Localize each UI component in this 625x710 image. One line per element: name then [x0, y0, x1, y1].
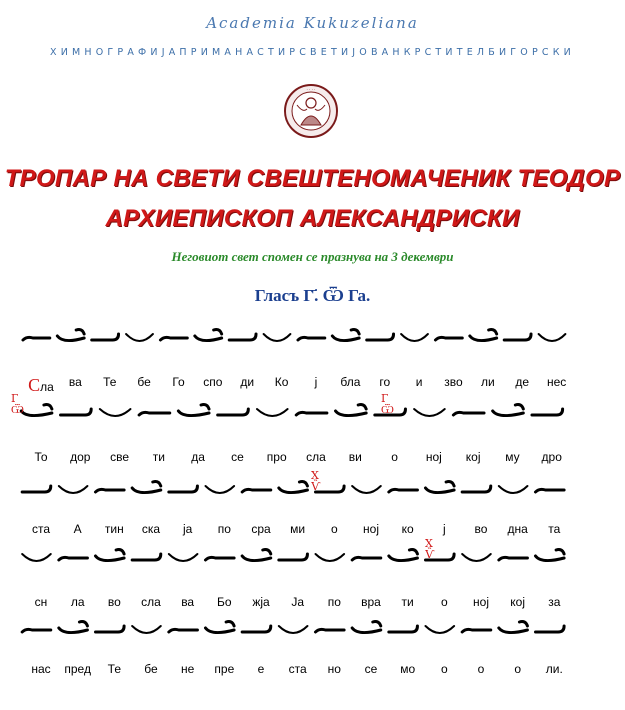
neume-mark [426, 626, 455, 633]
neume-mark [22, 554, 51, 561]
lyric-syllable: жја [252, 595, 270, 609]
martyria-mark: Г Ѿ [381, 392, 394, 416]
neume-mark [401, 334, 428, 341]
martyria-mark: Х Ѷ [425, 537, 435, 561]
lyric-syllable: ска [141, 522, 161, 536]
neume-mark [264, 334, 291, 341]
neume-mark [169, 629, 198, 632]
lyric-syllable: ној [363, 522, 379, 536]
lyric-syllable: ста [288, 662, 307, 676]
lyric-syllable: дна [507, 522, 528, 536]
neume-mark [242, 489, 271, 492]
neume-mark [218, 409, 249, 415]
neume-mark [169, 554, 198, 561]
lyric-syllable: ста [31, 522, 51, 536]
lyric-syllable: ко [401, 522, 414, 536]
neume-mark [296, 412, 327, 415]
neume-mark [206, 557, 235, 560]
neume-mark [493, 405, 524, 416]
lyric-syllable: бе [137, 375, 151, 389]
neume-mark [470, 330, 497, 341]
lyric-syllable: сра [251, 522, 271, 536]
lyric-syllable: о [477, 662, 485, 676]
neume-mark [139, 412, 170, 415]
lyric-syllable: дро [541, 450, 562, 464]
mode-label: Гласъ Г҃. Ѿ Га. [254, 286, 371, 305]
lyric-syllable: сн [34, 595, 48, 609]
neume-mark [195, 330, 222, 341]
lyric-syllable: ти [152, 450, 165, 464]
neume-mark [389, 489, 418, 492]
neume-mark [435, 337, 462, 340]
lyric-syllable: во [474, 522, 488, 536]
lyric-syllable: Те [107, 662, 121, 676]
neume-mark [22, 629, 51, 632]
lyric-syllable: пред [64, 662, 91, 676]
svg-text:· · · ·: · · · · [306, 87, 316, 92]
neume-mark [132, 554, 161, 560]
neume-mark [532, 409, 563, 415]
neume-mark [352, 622, 381, 633]
neume-mark [426, 482, 455, 493]
lyric-syllable: во [107, 595, 121, 609]
neume-mark [100, 409, 131, 416]
neume-mark [316, 629, 345, 632]
lyric-syllable: о [440, 662, 448, 676]
lyric-syllable: му [505, 450, 520, 464]
subtitle: Неговиот свет спомен се празнува на 3 декември [171, 249, 454, 264]
lyric-syllable: бе [144, 662, 158, 676]
lyric-syllable: бла [340, 375, 361, 389]
neume-mark [229, 334, 256, 340]
lyric-syllable: све [110, 450, 130, 464]
neume-mark [332, 330, 359, 341]
neume-mark [462, 554, 491, 561]
lyric-syllable: вра [361, 595, 381, 609]
neume-mark [298, 337, 325, 340]
neume-mark [257, 409, 288, 416]
lyric-syllable: ла [70, 595, 85, 609]
lyric-syllable: Го [172, 375, 185, 389]
neume-mark [96, 626, 125, 632]
neume-mark [536, 626, 565, 632]
lyric-syllable: не [181, 662, 195, 676]
title-line-1: ТРОПАР НА СВЕТИ СВЕШТЕНОМАЧЕНИК ТЕОДОР [4, 165, 621, 192]
lyric-syllable: кој [465, 450, 481, 464]
neume-mark [389, 550, 418, 561]
lyric-syllable: Ја [291, 595, 304, 609]
lyric-syllable: тин [104, 522, 124, 536]
lyric-syllable: о [391, 450, 398, 464]
neume-mark [169, 486, 198, 492]
lyric-syllable: Сла [28, 375, 54, 395]
martyria-mark: Г Ѿ [11, 392, 24, 416]
lyric-syllable: мо [400, 662, 416, 676]
neume-mark [453, 412, 484, 415]
neume-mark [92, 334, 119, 340]
lyric-syllable: нас [31, 662, 51, 676]
lyric-syllable: То [34, 450, 48, 464]
lyric-syllable: ној [473, 595, 489, 609]
lyric-syllable: ј [442, 522, 446, 536]
lyric-syllable: ва [181, 595, 195, 609]
neume-mark [59, 557, 88, 560]
neume-mark [206, 486, 235, 493]
lyric-syllable: о [440, 595, 448, 609]
neume-mark [279, 626, 308, 633]
lyric-syllable: кој [510, 595, 526, 609]
lyric-syllable: ва [68, 375, 82, 389]
neume-mark [21, 405, 52, 416]
lyric-syllable: и [415, 375, 423, 389]
lyric-syllable: сла [306, 450, 326, 464]
neume-mark [126, 334, 153, 341]
neume-mark [132, 626, 161, 633]
lyric-syllable: о [514, 662, 521, 676]
lyric-syllable: Те [103, 375, 117, 389]
lyric-syllable: се [231, 450, 244, 464]
neume-mark [96, 550, 125, 561]
neume-mark [499, 486, 528, 493]
neume-mark [414, 409, 445, 416]
lyric-syllable: ној [425, 450, 442, 464]
school-header: ХИМНОГРАФИЈАПРИМАНАСТИРСВЕТИЈОВАНКРСТИТЕЛБИГОРСКИ [49, 47, 575, 58]
lyric-syllable: се [364, 662, 378, 676]
lyric-syllable: та [548, 522, 561, 536]
lyric-syllable: зво [444, 375, 463, 389]
lyric-syllable: А [73, 522, 82, 536]
neume-mark [59, 486, 88, 493]
neume-mark [499, 622, 528, 633]
neume-mark [242, 626, 271, 632]
lyric-syllable: по [217, 522, 231, 536]
lyric-syllable: сла [141, 595, 161, 609]
neume-mark [57, 330, 84, 341]
lyric-syllable: ли [481, 375, 495, 389]
neume-mark [22, 486, 51, 492]
lyric-syllable: дор [70, 450, 91, 464]
lyric-syllable: го [379, 375, 391, 389]
lyric-syllable: пре [214, 662, 235, 676]
neume-mark [316, 554, 345, 561]
lyric-syllable: про [266, 450, 287, 464]
neume-mark [160, 337, 187, 340]
neume-mark [462, 629, 491, 632]
lyric-syllable: ви [348, 450, 362, 464]
neume-mark [352, 486, 381, 493]
lyric-syllable: по [327, 595, 341, 609]
neume-mark [367, 334, 394, 340]
lyric-syllable: нес [546, 375, 567, 389]
lyric-syllable: е [257, 662, 265, 676]
lyric-syllable: ти [401, 595, 414, 609]
neume-mark [536, 550, 565, 561]
neume-mark [59, 622, 88, 633]
title-line-2: АРХИЕПИСКОП АЛЕКСАНДРИСКИ [105, 205, 520, 232]
lyric-syllable: да [191, 450, 205, 464]
neume-mark [536, 489, 565, 492]
lyric-syllable: о [330, 522, 338, 536]
neume-mark [96, 489, 125, 492]
neume-mark [462, 486, 491, 492]
academia-header: Academia Kukuzeliana [206, 14, 419, 32]
lyric-syllable: ди [240, 375, 255, 389]
neume-mark [504, 334, 531, 340]
neume-mark [61, 409, 92, 415]
neume-mark [206, 622, 235, 633]
neume-mark [336, 405, 367, 416]
lyric-syllable: спо [203, 375, 223, 389]
neume-mark [499, 557, 528, 560]
neume-mark [178, 405, 209, 416]
neume-mark [539, 334, 566, 341]
lyric-syllable: де [515, 375, 530, 389]
neume-mark [352, 557, 381, 560]
lyric-syllable: ја [182, 522, 193, 536]
lyric-syllable: ј [314, 375, 318, 389]
lyric-syllable: за [548, 595, 561, 609]
lyric-syllable: Бо [217, 595, 232, 609]
lyric-syllable: ми [290, 522, 306, 536]
neume-mark [279, 554, 308, 560]
neume-mark [279, 482, 308, 493]
martyria-mark: Х Ѷ [311, 469, 321, 493]
neume-mark [389, 626, 418, 632]
neume-mark [242, 550, 271, 561]
neume-mark [23, 337, 50, 340]
lyric-syllable: ли. [545, 662, 563, 676]
neume-mark [132, 482, 161, 493]
lyric-syllable: но [327, 662, 341, 676]
lyric-syllable: Ко [274, 375, 289, 389]
